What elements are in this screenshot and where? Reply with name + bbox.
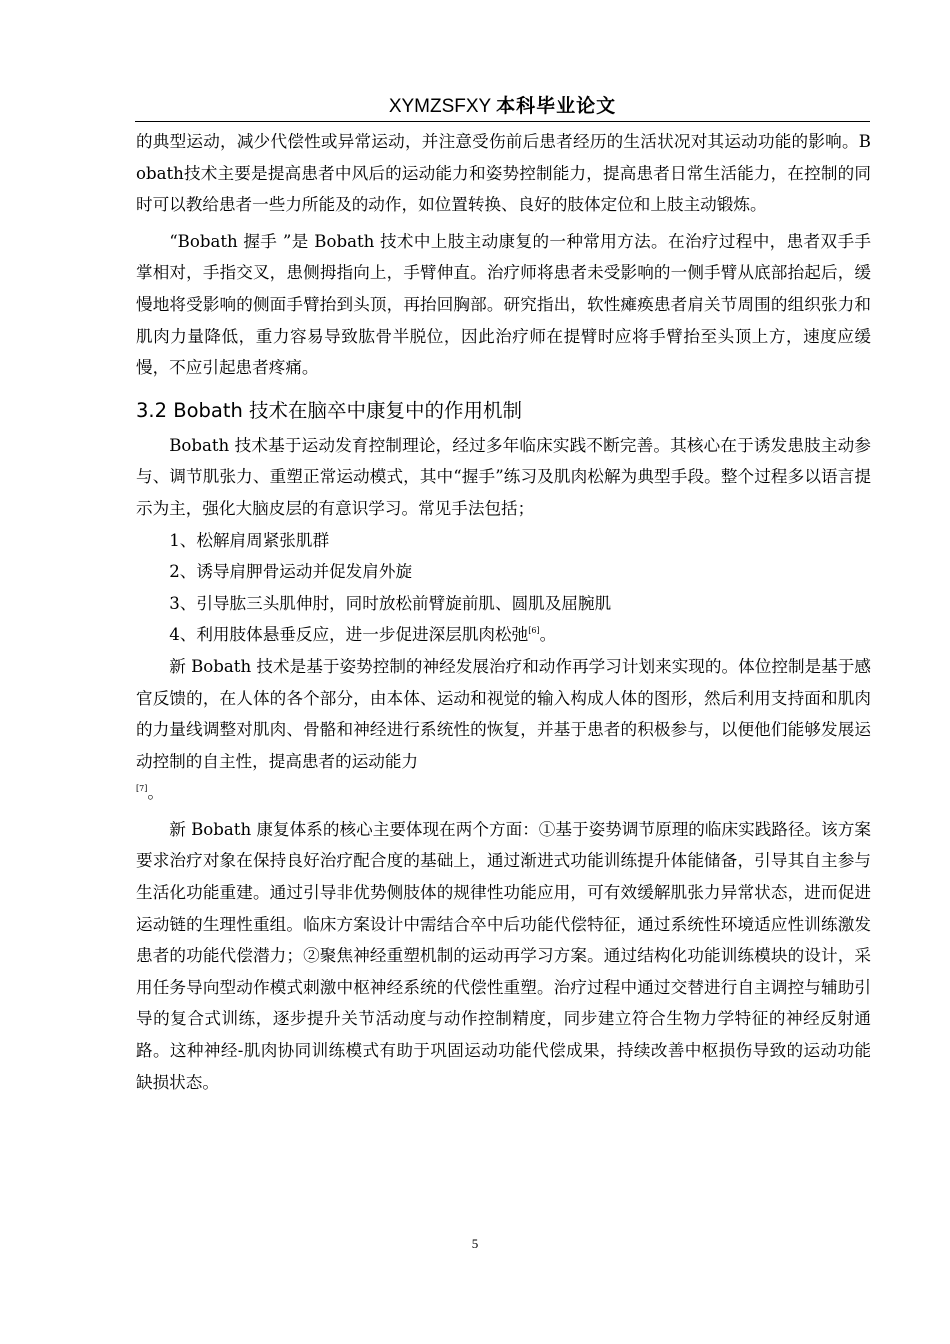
paragraph-core-aspects: 新 Bobath 康复体系的核心主要体现在两个方面：①基于姿势调节原理的临床实践路径。该方案要求治疗对象在保持良好治疗配合度的基础上，通过渐进式功能训练提升体能储备，引导其自主参与生活化功能重建。通过引导非优势侧肢体的规律性功能应用，可有效缓解肌张力异常状态，进而促进运动链的生理性重组。临床方案设计中需结合卒中后功能代偿特征，通过系统性环境适应性训练激发患者的功能代偿潜力；②聚焦神经重塑机制的运动再学习方案。通过结构化功能训练模块的设计，采用任务导向型动作模式刺激中枢神经系统的代偿性重塑。治疗过程中通过交替进行自主调控与辅助引导的复合式训练，逐步提升关节活动度与动作控制精度，同步建立符合生物力学特征的神经反射通路。这种神经-肌肉协同训练模式有助于巩固运动功能代偿成果，持续改善中枢损伤导致的运动功能缺损状态。 (136, 819, 871, 1092)
paragraph-mechanism: Bobath 技术基于运动发育控制理论，经过多年临床实践不断完善。其核心在于诱发患肢主动参与、调节肌张力、重塑正常运动模式，其中“握手”练习及肌肉松解为典型手段。整个过程多以语言提示为主，强化大脑皮层的有意识学习。常见手法包括； (136, 435, 871, 518)
paragraph-continued: 的典型运动，减少代偿性或异常运动，并注意受伤前后患者经历的生活状况对其运动功能的影响。Bobath技术主要是提高患者中风后的运动能力和姿势控制能力，提高患者日常生活能力，在控制的同时可以教给患者一些力所能及的动作，如位置转换、良好的肢体定位和上肢主动锻炼。 (136, 132, 871, 215)
citation-ref: [6] (528, 626, 540, 636)
paragraph-bobath-handshake: “Bobath 握手 ”是 Bobath 技术中上肢主动康复的一种常用方法。在治疗过程中，患者双手手掌相对，手指交叉，患侧拇指向上，手臂伸直。治疗师将患者未受影响的一侧手臂从底部抬起后，缓慢地将受影响的侧面手臂抬到头顶，再抬回胸部。研究指出，软性瘫痪患者肩关节周围的组织张力和肌肉力量降低，重力容易导致肱骨半脱位，因此治疗师在提臂时应将手臂抬至头顶上方，速度应缓慢，不应引起患者疼痛。 (136, 231, 871, 378)
header-latin: XYMZSFXY (388, 96, 491, 117)
header-rule (135, 121, 870, 122)
page-header (135, 94, 870, 120)
citation-ref: [7] (136, 784, 148, 794)
header-cn: 本科毕业论文 (496, 96, 617, 117)
section-heading: 3.2 Bobath 技术在脑卒中康复中的作用机制 (136, 398, 523, 422)
paragraph-end: 。 (147, 783, 164, 803)
paragraph-text: 新 Bobath 技术是基于姿势控制的神经发展治疗和动作再学习计划来实现的。体位控制是基于感官反馈的，在人体的各个部分，由本体、运动和视觉的输入构成人体的图形，然后利用支持面和肌肉的力量线调整对肌肉、骨骼和神经进行系统性的恢复，并基于患者的积极参与，以便他们能够发展运动控制的自主性，提高患者的运动能力 (136, 656, 871, 771)
list-item-text: 4、利用肢体悬垂反应，进一步促进深层肌肉松弛 (169, 625, 529, 645)
list-item (136, 619, 871, 651)
list-item: 2、诱导肩胛骨运动并促发肩外旋 (169, 562, 413, 582)
page-number: 5 (471, 1236, 479, 1251)
body-content (136, 126, 871, 1098)
paragraph-new-bobath (136, 651, 871, 809)
list-item: 1、松解肩周紧张肌群 (169, 530, 330, 550)
list-item: 3、引导肱三头肌伸肘，同时放松前臂旋前肌、圆肌及屈腕肌 (169, 593, 612, 613)
list-item-end: 。 (539, 625, 557, 645)
